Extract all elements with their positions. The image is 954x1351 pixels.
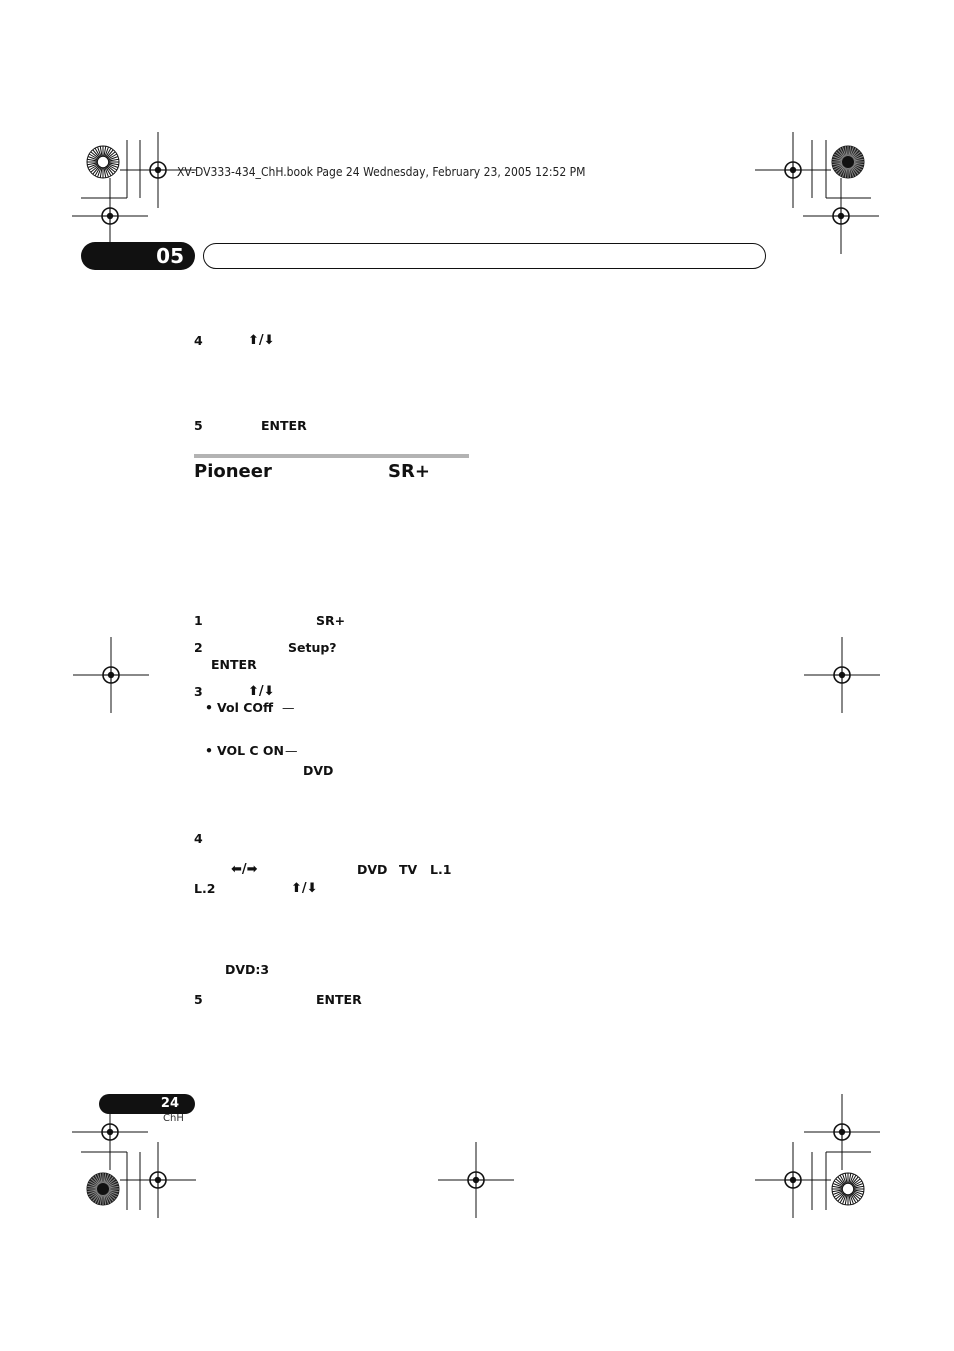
bullet-2-dash: — [285, 743, 298, 758]
sr-step-3-number: 3 [194, 684, 203, 699]
page-number: 24 [160, 1096, 179, 1111]
sr-step-4-tv: TV [399, 862, 418, 877]
sr-step-4-l1: L.1 [430, 862, 452, 877]
bullet-1-dash: — [282, 700, 295, 715]
sr-step-4-up-down-icon: ⬆/⬇ [291, 881, 318, 896]
sr-step-3-up-down-icon: ⬆/⬇ [248, 684, 275, 699]
print-info-line: XV-DV333-434_ChH.book Page 24 Wednesday, February 23, 2005 12:52 PM [177, 165, 586, 179]
sr-step-4-example: DVD:3 [225, 962, 270, 977]
registration-mark-icon [73, 637, 149, 713]
chapter-number: 05 [156, 244, 184, 268]
sr-step-1-number: 1 [194, 613, 203, 628]
sr-step-5-number: 5 [194, 992, 203, 1007]
chapter-title-frame [203, 243, 766, 269]
sr-step-2-number: 2 [194, 640, 203, 655]
registration-mark-icon [755, 1142, 831, 1218]
color-target-icon [87, 1173, 119, 1205]
page-number-tab [99, 1094, 195, 1114]
registration-mark-icon [804, 637, 880, 713]
sr-step-4-dvd: DVD [357, 862, 388, 877]
sr-step-2-setup: Setup? [288, 640, 337, 655]
up-down-arrow-icon: ⬆/⬇ [248, 333, 275, 348]
bullet-2-label: VOL C ON [217, 743, 285, 758]
color-target-icon [87, 146, 119, 178]
sr-step-4-number: 4 [194, 831, 203, 846]
registration-mark-icon [803, 178, 879, 254]
bullet-1-dot: • [205, 700, 213, 715]
bullet-2-dot: • [205, 743, 213, 758]
left-right-arrow-icon: ⬅/➡ [231, 862, 258, 877]
sr-step-1-key: SR+ [316, 613, 346, 628]
chapter-number-tab [81, 242, 195, 270]
bullet-1-label: Vol COff [217, 700, 274, 715]
section-rule [194, 454, 469, 458]
page-language: ChH [163, 1113, 184, 1124]
section-heading-sr: SR+ [388, 461, 430, 482]
color-target-icon [832, 146, 864, 178]
registration-mark-icon [755, 132, 831, 208]
bullet-2-dvd: DVD [303, 763, 334, 778]
color-target-icon [832, 1173, 864, 1205]
step-5-number: 5 [194, 418, 203, 433]
section-heading-pioneer: Pioneer [194, 461, 272, 482]
registration-mark-icon [804, 1094, 880, 1170]
sr-step-5-enter: ENTER [316, 992, 362, 1007]
sr-step-4-l2: L.2 [194, 881, 216, 896]
step-4-number: 4 [194, 333, 203, 348]
registration-mark-icon [120, 1142, 196, 1218]
step-5-enter-key: ENTER [261, 418, 307, 433]
sr-step-2-enter: ENTER [211, 657, 257, 672]
registration-mark-icon [438, 1142, 514, 1218]
